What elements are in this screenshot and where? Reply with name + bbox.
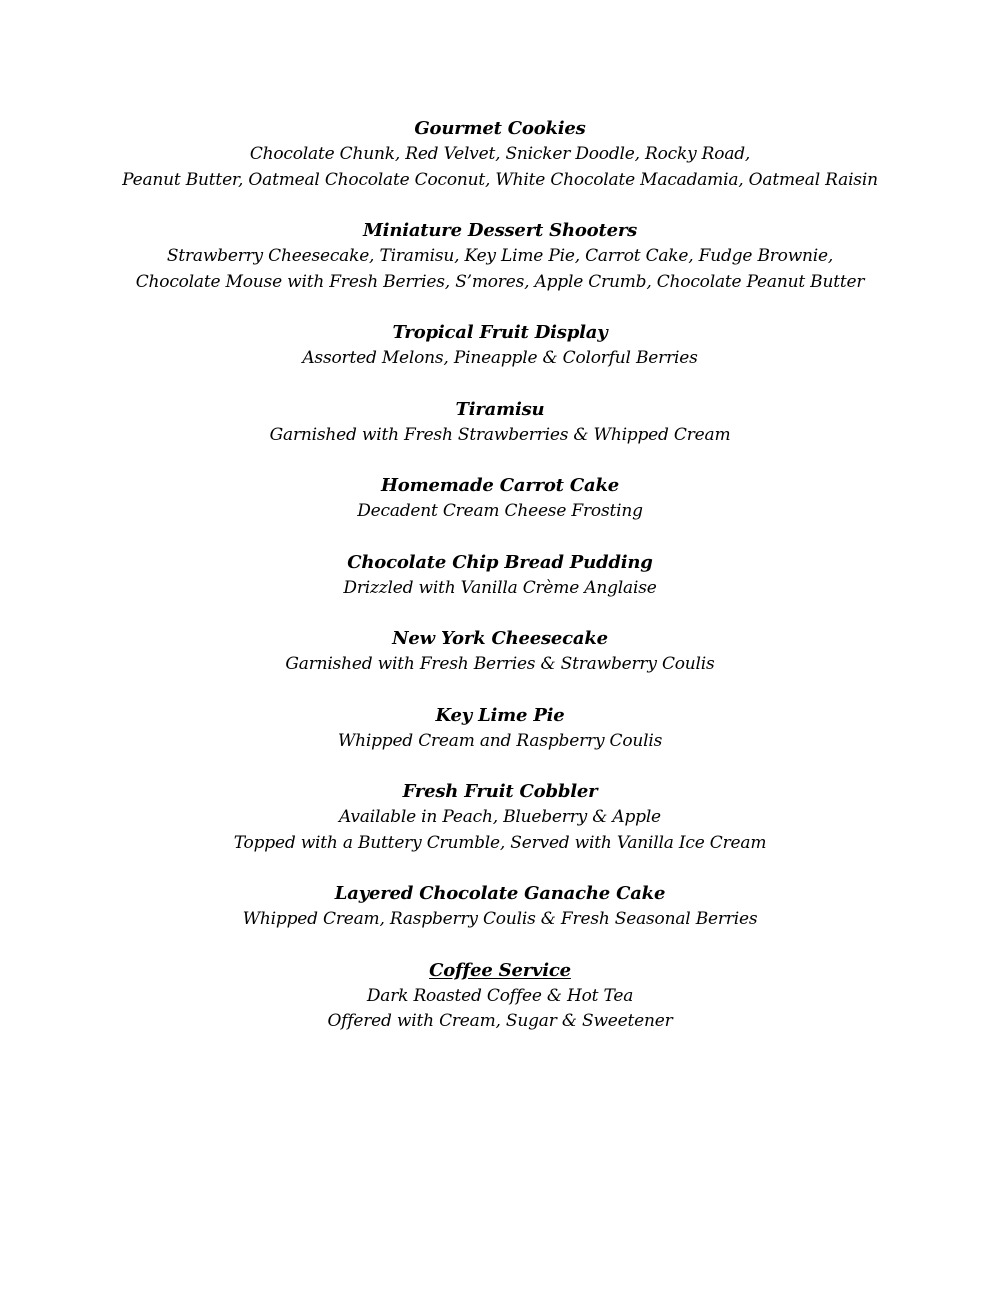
menu-section-key-lime-pie: [0, 703, 1000, 755]
section-title: Layered Chocolate Ganache Cake: [334, 883, 666, 904]
section-title: Tiramisu: [455, 398, 545, 420]
section-title: Tropical Fruit Display: [392, 322, 608, 343]
section-description: Drizzled with Vanilla Crème Anglaise: [343, 577, 657, 598]
section-description: Whipped Cream, Raspberry Coulis & Fresh Seasonal Berries: [242, 909, 758, 929]
section-title: Chocolate Chip Bread Pudding: [347, 551, 653, 573]
section-description: Strawberry Cheesecake, Tiramisu, Key Lime Pie, Carrot Cake, Fudge Brownie,: [166, 246, 834, 266]
section-description: Chocolate Mouse with Fresh Berries, S’mores, Apple Crumb, Chocolate Peanut Butter: [135, 271, 865, 292]
section-description: Garnished with Fresh Berries & Strawberry Coulis: [285, 654, 715, 674]
menu-section-tropical-fruit-display: [0, 320, 1000, 372]
menu-section-layered-chocolate-ganache-cake: [0, 881, 1000, 933]
menu-section-coffee-service: [0, 958, 1000, 1035]
section-title: Gourmet Cookies: [414, 118, 586, 139]
menu-section-gourmet-cookies: [0, 116, 1000, 193]
section-title: Coffee Service: [429, 959, 571, 981]
menu-section-tiramisu: [0, 397, 1000, 449]
section-description: Whipped Cream and Raspberry Coulis: [337, 730, 663, 751]
section-description: Topped with a Buttery Crumble, Served with Vanilla Ice Cream: [233, 832, 767, 853]
section-title: Fresh Fruit Cobbler: [402, 781, 598, 802]
section-description: Peanut Butter, Oatmeal Chocolate Coconut, White Chocolate Macadamia, Oatmeal Raisin: [122, 169, 878, 190]
section-description: Garnished with Fresh Strawberries & Whipped Cream: [269, 424, 731, 445]
section-description: Offered with Cream, Sugar & Sweetener: [327, 1011, 673, 1031]
section-description: Decadent Cream Cheese Frosting: [357, 501, 643, 521]
section-description: Assorted Melons, Pineapple & Colorful Berries: [302, 348, 698, 368]
section-title: Miniature Dessert Shooters: [362, 220, 638, 241]
section-description: Available in Peach, Blueberry & Apple: [339, 807, 661, 827]
menu-section-homemade-carrot-cake: [0, 473, 1000, 525]
menu-section-new-york-cheesecake: [0, 626, 1000, 678]
menu-section-chocolate-chip-bread-pudding: [0, 550, 1000, 602]
menu-section-miniature-dessert-shooters: [0, 218, 1000, 295]
section-title: New York Cheesecake: [392, 628, 608, 649]
dessert-menu: [0, 116, 1000, 1060]
section-title: Homemade Carrot Cake: [381, 475, 619, 496]
menu-section-fresh-fruit-cobbler: [0, 779, 1000, 856]
section-description: Chocolate Chunk, Red Velvet, Snicker Doodle, Rocky Road,: [249, 144, 751, 164]
section-title: Key Lime Pie: [435, 704, 565, 726]
section-description: Dark Roasted Coffee & Hot Tea: [366, 985, 634, 1006]
